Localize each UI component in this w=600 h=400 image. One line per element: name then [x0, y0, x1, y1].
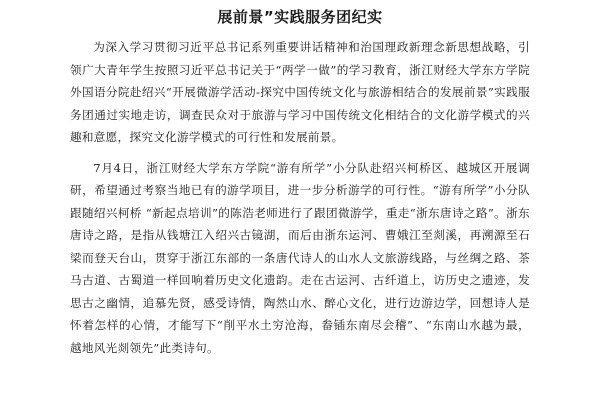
intro-paragraph: 为深入学习贯彻习近平总书记系列重要讲话精神和治国理政新理念新思想战略，引领广大青年学生按照习近平总书记关于“两学一做”的学习教育，浙江财经大学东方学院外国语分院赴绍兴“开展微游学活动-探究中国传统文化与旅游相结合的发展前景”实践服务团通过实地走访，调查民众对于旅游与学习中国传统文化相结合的文化游学模式的兴趣和意愿，探究文化游学模式的可行性和发展前景。 — [70, 40, 530, 144]
document-title: 展前景”实践服务团纪实 — [217, 8, 383, 26]
body-paragraph: 7月4日，浙江财经大学东方学院“游有所学”小分队赴绍兴柯桥区、越城区开展调研，希望通过考察当地已有的游学项目，进一步分析游学的可行性。“游有所学”小分队跟随绍兴柯桥 “新起点培训”的陈浩老师进行了跟团微游学，重走“浙东唐诗之路”。浙东唐诗之路，是指从钱塘江入绍兴古镜湖，而后由浙东运河、曹娥江至剡溪，再溯源至石梁而登天台山，贯穿于浙江东部的一条唐代诗人的山水人文旅游线路，与丝绸之路、茶马古道、古蜀道一样回响着历史文化遗韵。走在古运河、古纤道上，访历史之遗迹，发思古之幽情，追慕先贤，感受诗情，陶然山水、醉心文化，进行边游边学，回想诗人是怀着怎样的心情，才能写下“削平水土穷沧海，畚锸东南尽会稽”、“东南山水越为最， 越地风光剡领先”此类诗句。 — [70, 160, 530, 355]
